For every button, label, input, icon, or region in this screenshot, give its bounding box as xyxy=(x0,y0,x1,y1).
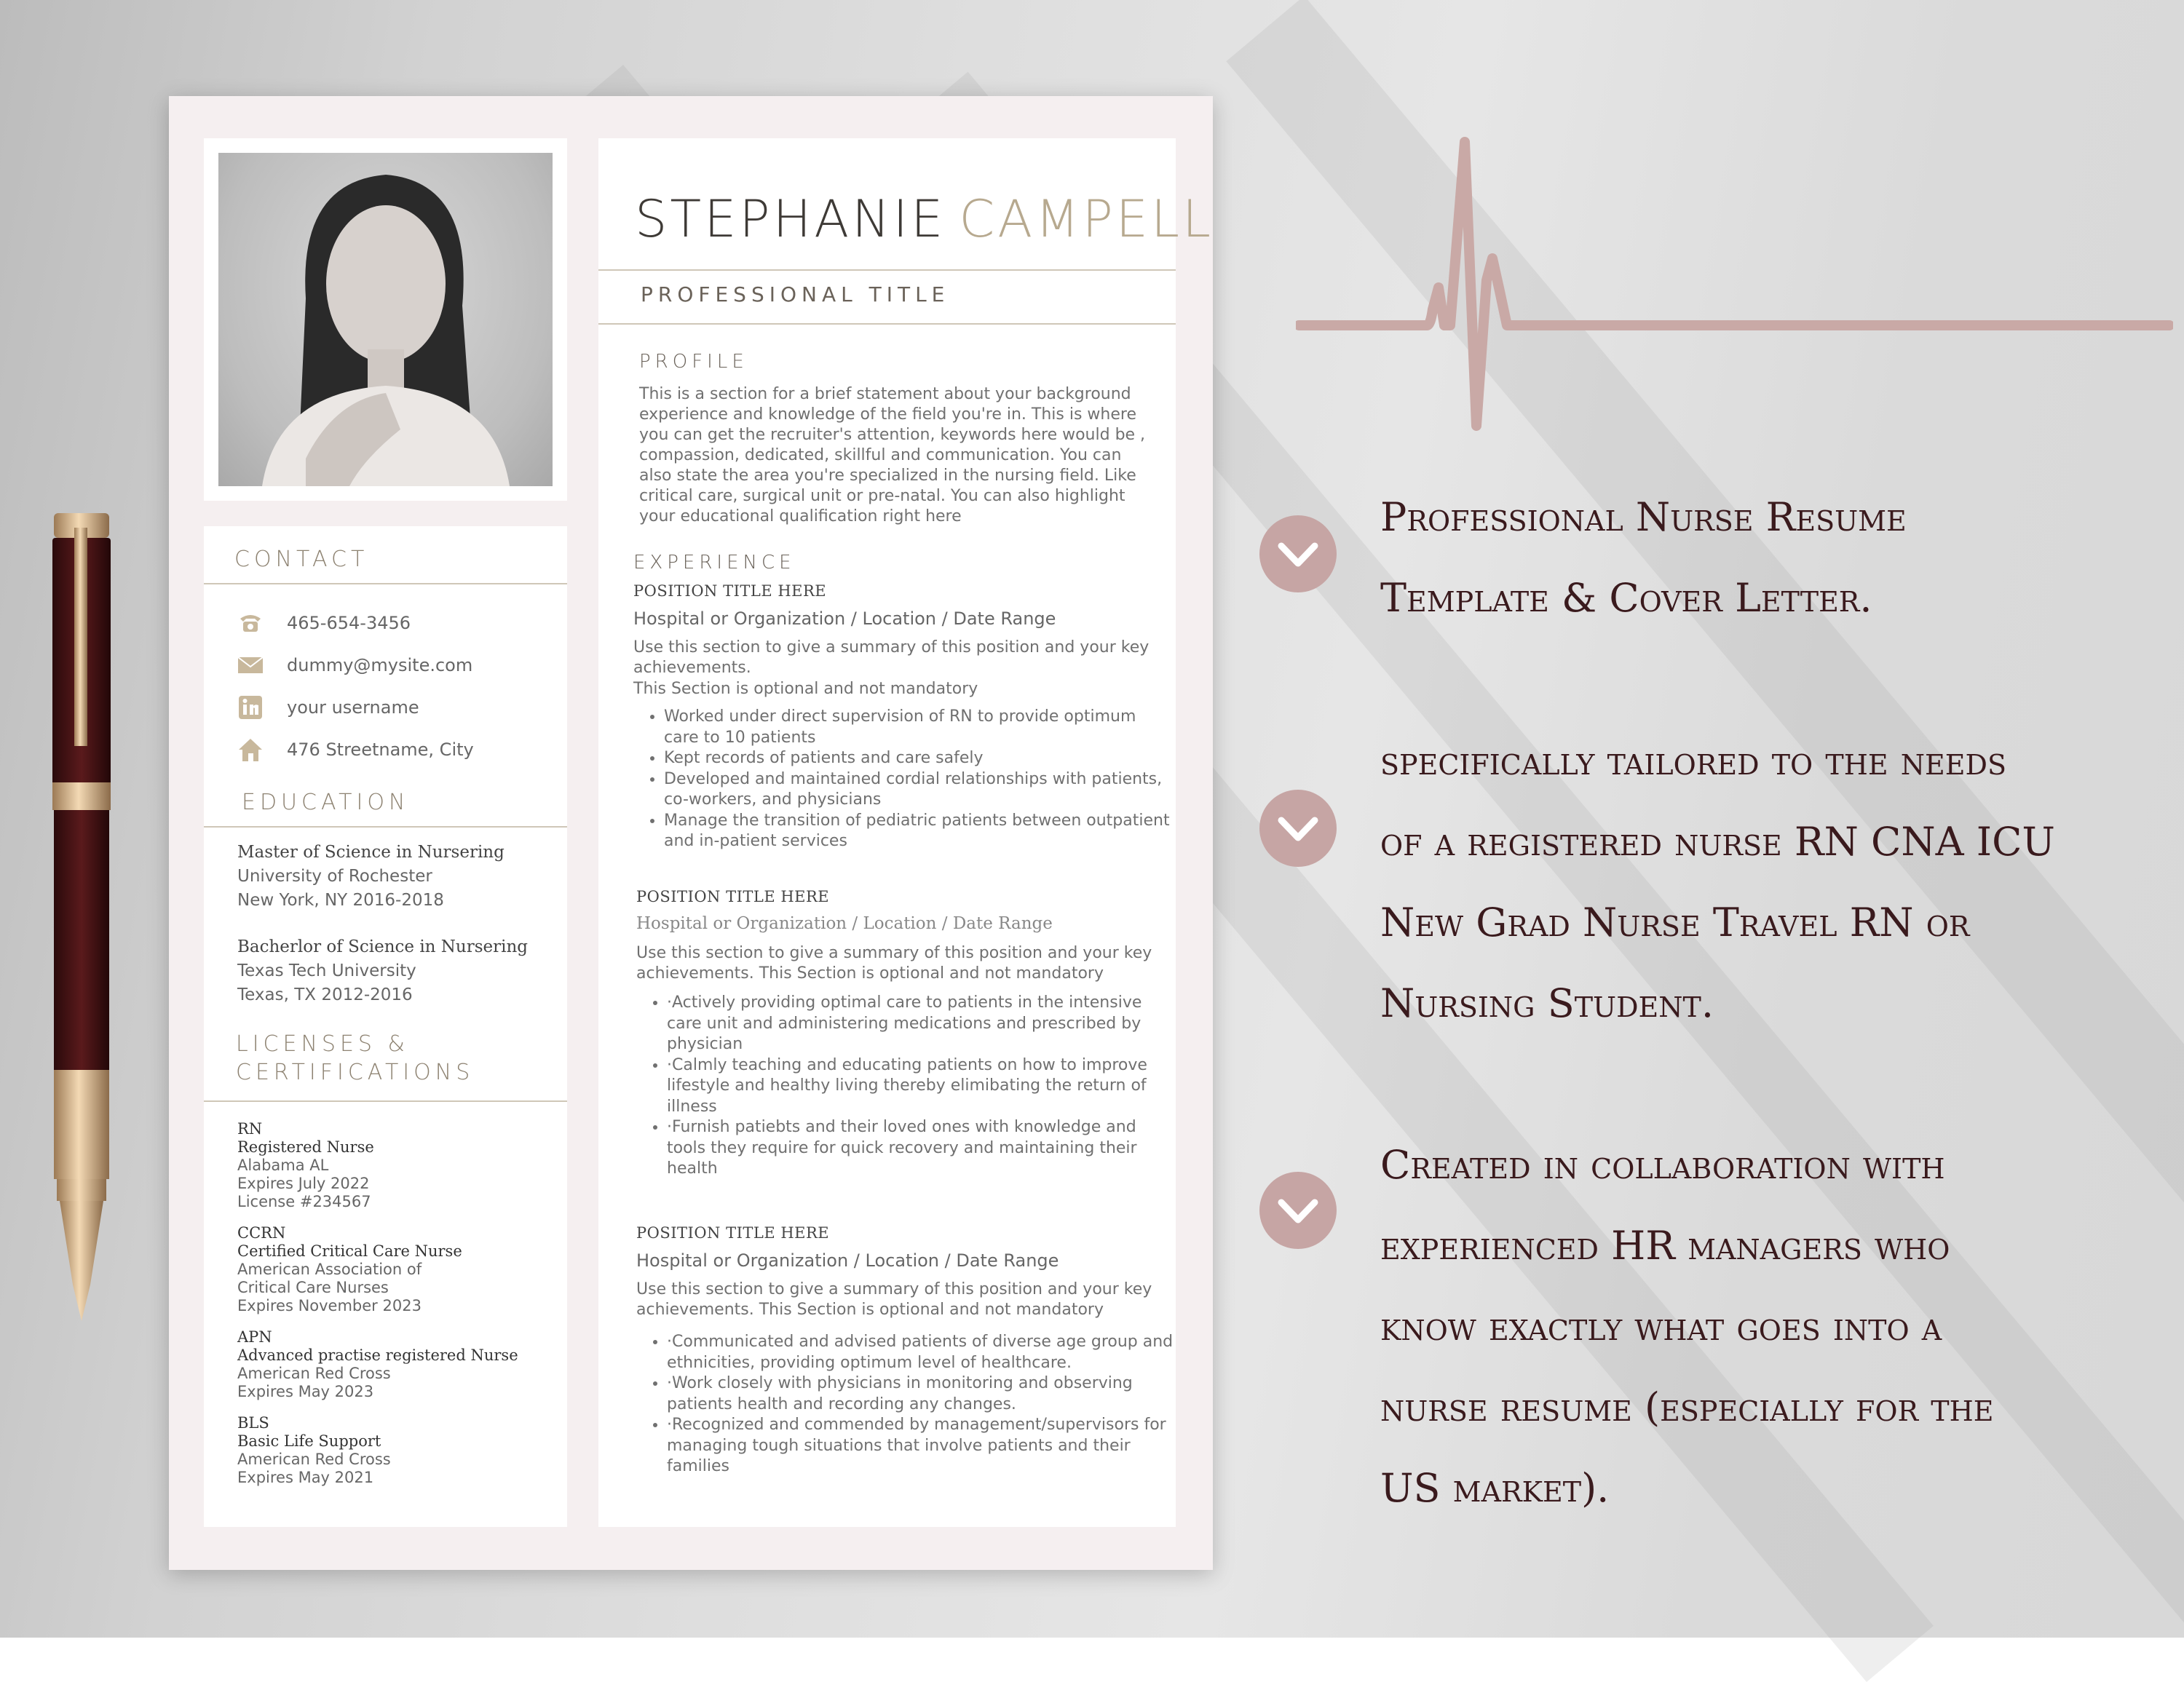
bullet-item: • ·Recognized and commended by management/supervisors for managing tough situations that involve patients and their families xyxy=(667,1415,1176,1477)
position-title: POSITION TITLE HERE xyxy=(636,1224,830,1242)
feature-text xyxy=(1380,477,2152,638)
phone-text: 465-654-3456 xyxy=(287,613,411,633)
license-line: Expires May 2021 xyxy=(237,1469,374,1486)
bullet-item: • Developed and maintained cordial relationships with patients, co-workers, and physicians xyxy=(664,769,1172,811)
license-line: American Association of xyxy=(237,1261,422,1278)
license-item xyxy=(237,1328,518,1401)
license-line: Expires May 2023 xyxy=(237,1383,374,1400)
sidebar-info-panel xyxy=(204,526,567,1527)
heartbeat-line xyxy=(1296,135,2173,448)
license-item xyxy=(237,1224,462,1315)
education-item xyxy=(237,935,528,1007)
education-item xyxy=(237,841,505,913)
contact-address xyxy=(236,735,474,764)
feature-line: US market). xyxy=(1380,1465,1610,1511)
place-dates: Texas, TX 2012-2016 xyxy=(237,985,413,1004)
phone-icon xyxy=(236,608,265,638)
license-line: Alabama AL xyxy=(237,1157,329,1174)
position-org: Hospital or Organization / Location / Date Range xyxy=(633,608,1056,629)
license-item xyxy=(237,1414,391,1487)
position-bullets xyxy=(636,993,1176,1180)
contact-email xyxy=(236,651,472,680)
divider xyxy=(598,269,1176,271)
place-dates: New York, NY 2016-2018 xyxy=(237,891,444,910)
resume-sheet xyxy=(169,96,1213,1570)
bullet-item: • ·Communicated and advised patients of diverse age group and ethnicities, providing optimum level of healthcare. xyxy=(667,1332,1176,1373)
feature-line: experienced HR managers who xyxy=(1380,1223,1950,1269)
linkedin-icon xyxy=(236,693,265,722)
position-org: Hospital or Organization / Location / Date Range xyxy=(636,1250,1059,1271)
feature-text xyxy=(1380,1124,2152,1528)
school-name: Texas Tech University xyxy=(237,961,416,980)
license-name: Basic Life Support xyxy=(237,1432,381,1450)
professional-title: PROFESSIONAL TITLE xyxy=(641,282,950,306)
position-summary: Use this section to give a summary of this position and your key achievements. This Section is optional and not mandatory xyxy=(636,1280,1152,1319)
bullet-item: • ·Furnish patiebts and their loved ones with knowledge and tools they require for quick recovery and maintaining their health xyxy=(667,1117,1176,1180)
license-name: Certified Critical Care Nurse xyxy=(237,1242,462,1260)
feature-line: Nursing Student. xyxy=(1380,980,1714,1026)
license-line: Expires November 2023 xyxy=(237,1297,422,1314)
check-circle-icon xyxy=(1259,1172,1337,1249)
position-bullets xyxy=(633,707,1172,852)
check-circle-icon xyxy=(1259,790,1337,867)
license-name: Registered Nurse xyxy=(237,1138,374,1156)
divider xyxy=(598,323,1176,325)
position-title: POSITION TITLE HERE xyxy=(636,888,830,905)
license-line: License #234567 xyxy=(237,1193,371,1210)
license-abbr: CCRN xyxy=(237,1224,286,1242)
degree-title: Master of Science in Nursering xyxy=(237,843,505,862)
feature-line: New Grad Nurse Travel RN or xyxy=(1380,900,1970,945)
last-name: CAMPELL xyxy=(959,189,1214,249)
contact-heading: CONTACT xyxy=(234,547,369,572)
contact-linkedin xyxy=(236,693,419,722)
email-icon xyxy=(236,651,265,680)
bullet-item: • Kept records of patients and care safely xyxy=(664,748,1172,769)
licenses-heading-line2: CERTIFICATIONS xyxy=(236,1060,475,1085)
bullet-item: • ·Work closely with physicians in monitoring and observing patients health and recording any changes. xyxy=(667,1373,1176,1415)
licenses-heading-line1: LICENSES & xyxy=(236,1031,409,1057)
licenses-heading xyxy=(236,1030,474,1087)
position-summary: Use this section to give a summary of this position and your key achievements. This Section is optional and not mandatory xyxy=(636,944,1152,983)
profile-photo xyxy=(218,153,553,486)
bullet-item: • Worked under direct supervision of RN to provide optimum care to 10 patients xyxy=(664,707,1172,748)
license-item xyxy=(237,1120,374,1211)
bullet-item: • ·Calmly teaching and educating patients on how to improve lifestyle and healthy living thereby elimibating the return of illness xyxy=(667,1055,1176,1118)
license-line: American Red Cross xyxy=(237,1451,391,1468)
feature-line: nurse resume (especially for the xyxy=(1380,1384,1994,1430)
license-abbr: BLS xyxy=(237,1414,269,1432)
license-line: Expires July 2022 xyxy=(237,1175,370,1192)
license-line: American Red Cross xyxy=(237,1365,391,1382)
license-name: Advanced practise registered Nurse xyxy=(237,1346,518,1364)
education-heading: EDUCATION xyxy=(242,790,410,815)
contact-phone xyxy=(236,608,411,638)
divider xyxy=(204,1100,567,1102)
divider xyxy=(204,826,567,828)
fountain-pen xyxy=(47,513,116,1328)
first-name: STEPHANIE xyxy=(635,189,946,249)
profile-heading: PROFILE xyxy=(639,351,748,373)
feature-line: of a registered nurse RN CNA ICU xyxy=(1380,819,2055,865)
feature-text xyxy=(1380,721,2152,1044)
photo-frame xyxy=(204,138,567,501)
license-line: Critical Care Nurses xyxy=(237,1279,389,1296)
position-bullets xyxy=(636,1332,1176,1477)
feature-line: know exactly what goes into a xyxy=(1380,1304,1942,1349)
degree-title: Bacherlor of Science in Nursering xyxy=(237,937,529,956)
position-summary: Use this section to give a summary of this position and your key achievements. xyxy=(633,638,1150,677)
email-text[interactable]: dummy@mysite.com xyxy=(287,655,473,675)
position-org: Hospital or Organization / Location / Date Range xyxy=(636,914,1053,933)
license-abbr: APN xyxy=(237,1328,272,1346)
sidebar-column xyxy=(204,138,567,1527)
linkedin-text[interactable]: your username xyxy=(287,697,419,718)
bullet-item: • Manage the transition of pediatric patients between outpatient and in-patient services xyxy=(664,811,1172,852)
position-summary: This Section is optional and not mandatory xyxy=(633,680,978,698)
feature-line: Template & Cover Letter. xyxy=(1380,575,1872,621)
divider xyxy=(204,583,567,584)
candidate-name xyxy=(635,189,1214,249)
feature-line: Created in collaboration with xyxy=(1380,1142,1945,1188)
bullet-item: • ·Actively providing optimal care to patients in the intensive care unit and administering medications and prescribed by physician xyxy=(667,993,1176,1055)
check-circle-icon xyxy=(1259,515,1337,592)
position-title: POSITION TITLE HERE xyxy=(633,582,827,600)
main-column xyxy=(598,138,1214,1527)
profile-text: This is a section for a brief statement about your background experience and knowledge of the field you're in. This is where you can get the recruiter's attention, keywords here would be , compassion, dedicated, skillful and communication. You can also state the area you're specialized in the nursing field. Like critical care, surgical unit or pre-natal. You can also highlight your educational qualification right here xyxy=(639,385,1146,525)
address-text: 476 Streetname, City xyxy=(287,739,474,760)
license-abbr: RN xyxy=(237,1120,263,1138)
school-name: University of Rochester xyxy=(237,867,432,886)
home-icon xyxy=(236,735,265,764)
feature-line: Professional Nurse Resume xyxy=(1380,494,1907,540)
experience-heading: EXPERIENCE xyxy=(633,552,796,574)
feature-line: specifically tailored to the needs xyxy=(1380,738,2006,784)
